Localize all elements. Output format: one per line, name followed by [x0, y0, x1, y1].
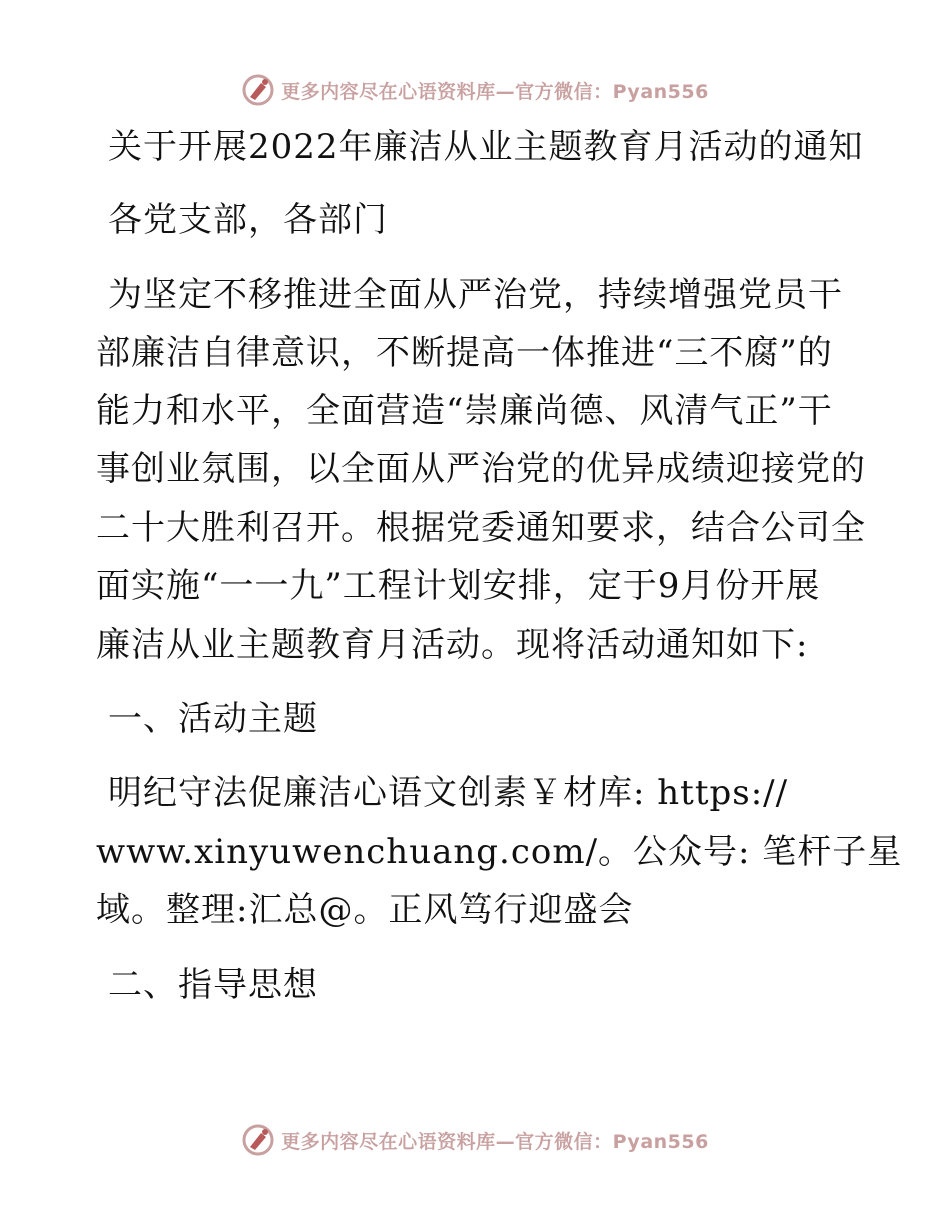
- paragraph-line: 面实施“一一九”工程计划安排，定于9月份开展: [96, 566, 821, 606]
- paragraph-line: 部廉洁自律意识，不断提高一体推进“三不腐”的: [96, 333, 833, 373]
- paragraph-line: 廉洁从业主题教育月活动。现将活动通知如下:: [96, 625, 809, 665]
- paragraph-line: 能力和水平，全面营造“崇廉尚德、风清气正”干: [96, 391, 833, 431]
- paragraph-line: 事创业氛围，以全面从严治党的优异成绩迎接党的: [96, 449, 866, 489]
- brand-logo-icon: [241, 73, 275, 107]
- section-body-line: www.xinyuwenchuang.com/。公众号: 笔杆子星: [96, 832, 903, 872]
- section-body-line: 域。整理:汇总@。正风笃行迎盛会: [96, 890, 634, 930]
- document-title: 关于开展2022年廉洁从业主题教育月活动的通知: [108, 127, 864, 167]
- salutation: 各党支部，各部门: [108, 200, 388, 240]
- section-body-line: 明纪守法促廉洁心语文创素￥材库: https://: [108, 773, 789, 813]
- footer-watermark-banner: [0, 1120, 950, 1160]
- section-heading: 一、活动主题: [108, 699, 318, 739]
- brand-logo-icon: [241, 1123, 275, 1157]
- paragraph-line: 二十大胜利召开。根据党委通知要求，结合公司全: [96, 508, 866, 548]
- watermark-text: 更多内容尽在心语资料库—官方微信：Pyan556: [281, 1130, 709, 1153]
- paragraph-line: 为坚定不移推进全面从严治党，持续增强党员干: [108, 275, 843, 315]
- header-watermark-banner: [0, 70, 950, 110]
- section-heading: 二、指导思想: [108, 965, 318, 1005]
- watermark-text: 更多内容尽在心语资料库—官方微信：Pyan556: [281, 80, 709, 103]
